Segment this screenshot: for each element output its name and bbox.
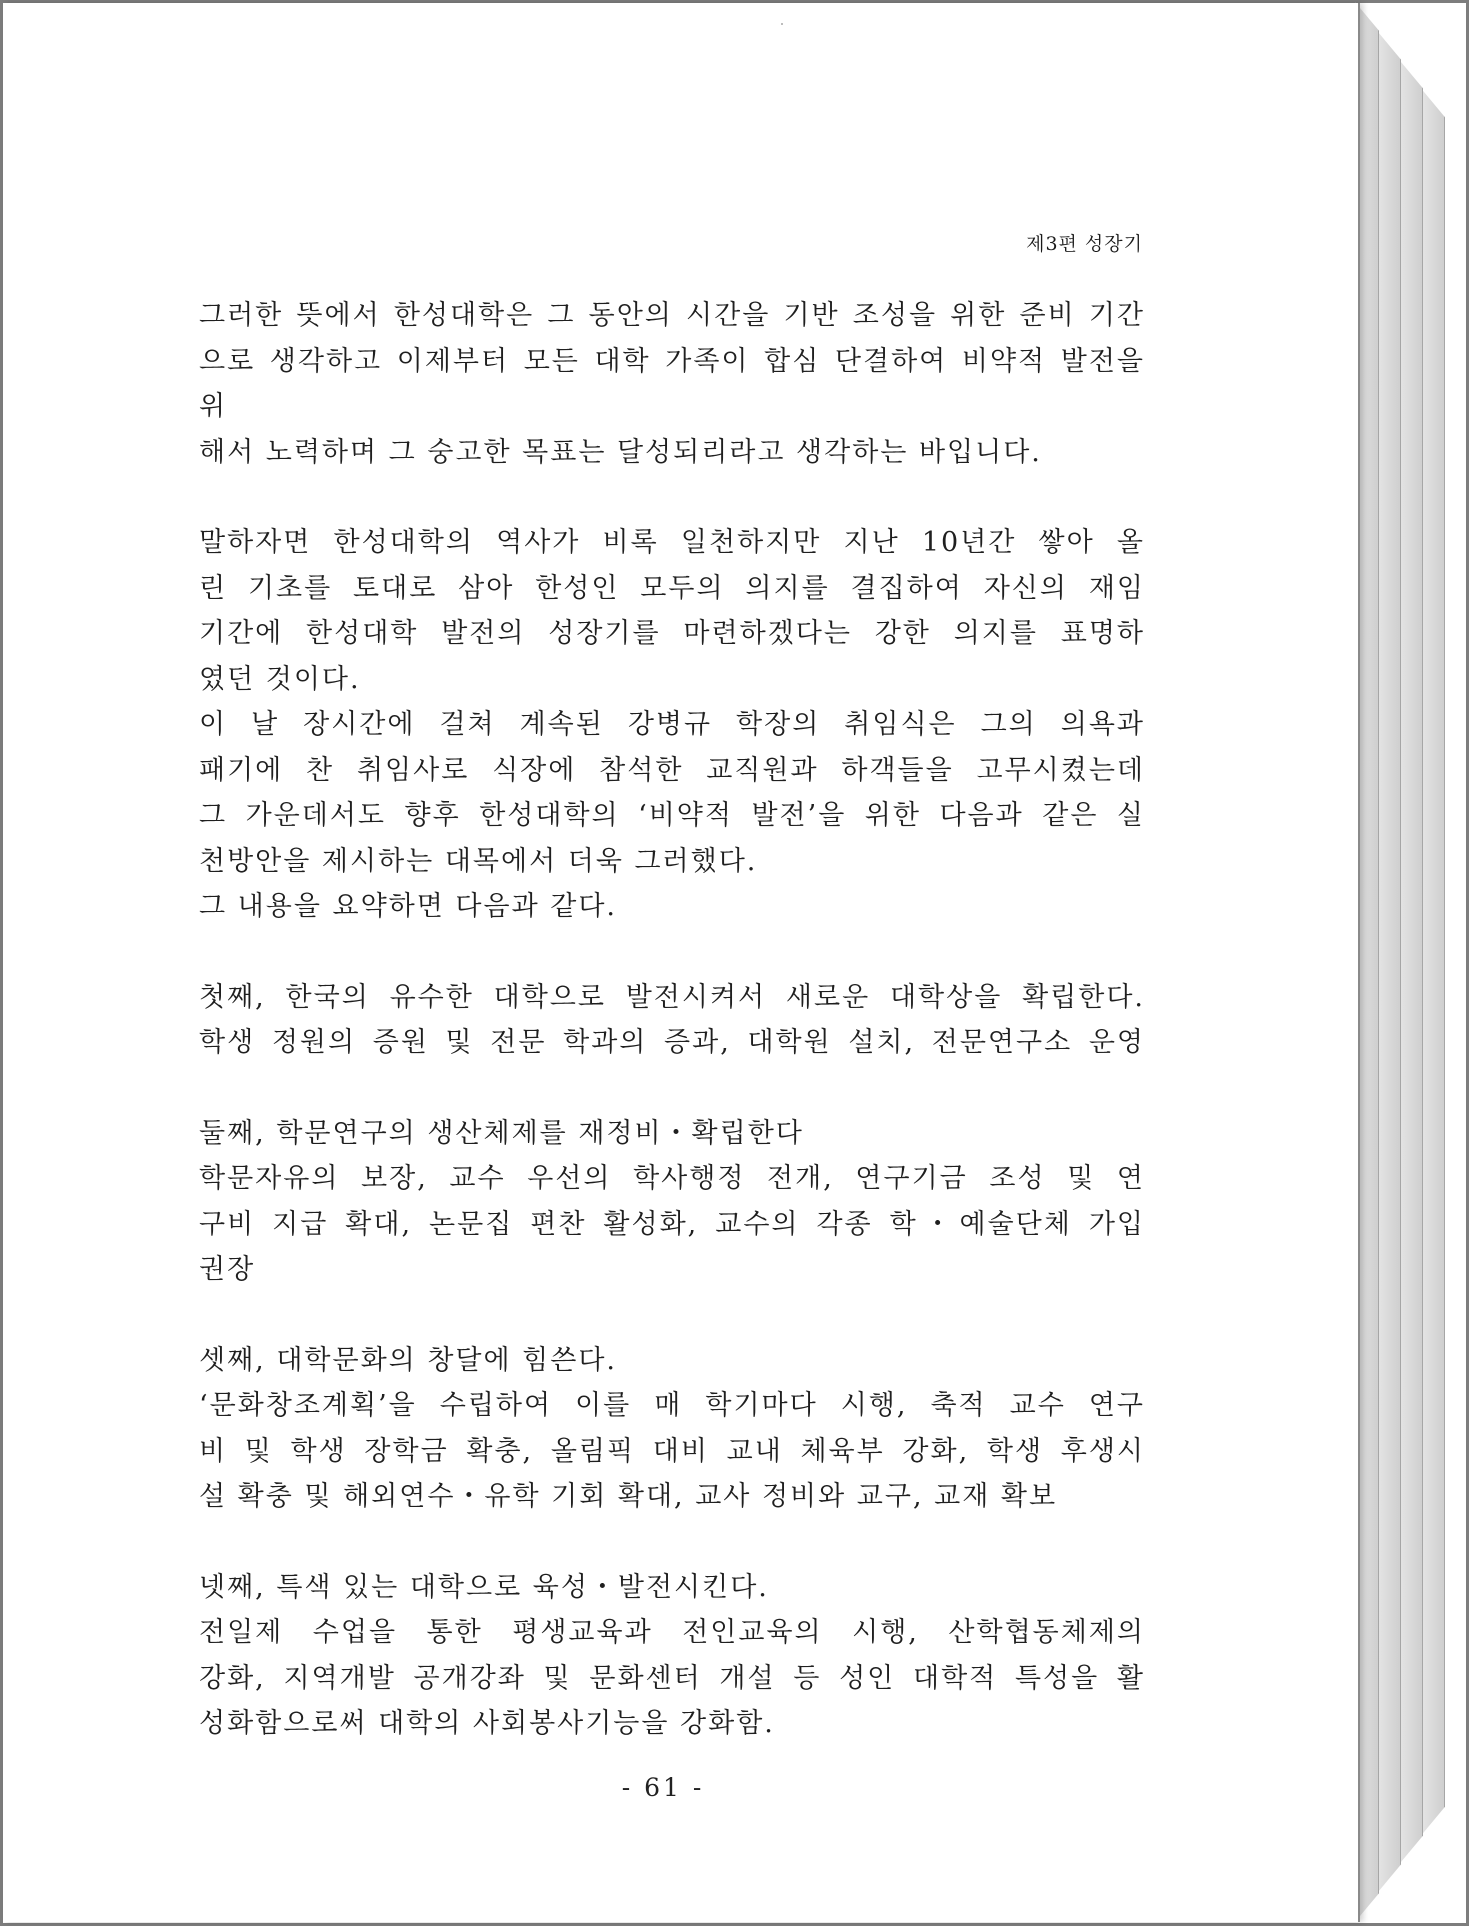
- text-line: 으로 생각하고 이제부터 모든 대학 가족이 합심 단결하여 비약적 발전을 위: [199, 345, 1145, 422]
- text-line: 린 기초를 토대로 삼아 한성인 모두의 의지를 결집하여 자신의 재임: [199, 572, 1145, 604]
- text-line: 기간에 한성대학 발전의 성장기를 마련하겠다는 강한 의지를 표명하: [199, 618, 1145, 649]
- text-line: 권장: [199, 1254, 256, 1285]
- scan-speck: [781, 23, 783, 25]
- text-line: 그 내용을 요약하면 다음과 같다.: [199, 891, 617, 922]
- text-line: 였던 것이다.: [199, 663, 361, 695]
- paragraph-gap: [199, 475, 1145, 520]
- paragraph-gap: [199, 1293, 1145, 1338]
- page-edge: [1421, 2, 1445, 1922]
- text-line: 해서 노력하며 그 숭고한 목표는 달성되리라고 생각하는 바입니다.: [199, 436, 1042, 468]
- text-line: 말하자면 한성대학의 역사가 비록 일천하지만 지난 10년간 쌓아 올: [199, 527, 1145, 558]
- running-header: 제3편 성장기: [1026, 233, 1143, 255]
- text-line: 셋째, 대학문화의 창달에 힘쓴다.: [199, 1344, 617, 1376]
- text-line: 전일제 수업을 통한 평생교육과 전인교육의 시행, 산학협동체제의: [199, 1617, 1145, 1648]
- text-line: 첫째, 한국의 유수한 대학으로 발전시켜서 새로운 대학상을 확립한다.: [199, 981, 1145, 1013]
- page-number: - 61 -: [621, 1773, 705, 1802]
- text-line: 구비 지급 확대, 논문집 편찬 활성화, 교수의 각종 학・예술단체 가입: [199, 1208, 1145, 1240]
- text-line: 둘째, 학문연구의 생산체제를 재정비・확립한다: [199, 1117, 804, 1149]
- text-line: 이 날 장시간에 걸쳐 계속된 강병규 학장의 취임식은 그의 의욕과: [199, 709, 1145, 740]
- text-line: 학문자유의 보장, 교수 우선의 학사행정 전개, 연구기금 조성 및 연: [199, 1163, 1145, 1194]
- page-edge: [1399, 2, 1423, 1922]
- text-line: ‘문화창조계획’을 수립하여 이를 매 학기마다 시행, 축적 교수 연구: [199, 1390, 1145, 1421]
- text-line: 강화, 지역개발 공개강좌 및 문화센터 개설 등 성인 대학적 특성을 활: [199, 1662, 1145, 1694]
- paragraph-gap: [199, 1066, 1145, 1111]
- text-line: 넷째, 특색 있는 대학으로 육성・발전시킨다.: [199, 1571, 769, 1603]
- text-line: 천방안을 제시하는 대목에서 더욱 그러했다.: [199, 845, 758, 877]
- text-line: 설 확충 및 해외연수・유학 기회 확대, 교사 정비와 교구, 교재 확보: [199, 1481, 1058, 1512]
- book-page: [3, 3, 1360, 1922]
- text-line: 패기에 찬 취임사로 식장에 참석한 교직원과 하객들을 고무시켰는데: [199, 754, 1145, 786]
- page-edge: [1377, 2, 1401, 1922]
- paragraph-gap: [199, 1520, 1145, 1565]
- text-line: 성화함으로써 대학의 사회봉사기능을 강화함.: [199, 1708, 775, 1739]
- body-text: [199, 293, 1145, 1747]
- text-line: 학생 정원의 증원 및 전문 학과의 증과, 대학원 설치, 전문연구소 운영: [199, 1027, 1145, 1058]
- text-line: 비 및 학생 장학금 확충, 올림픽 대비 교내 체육부 강화, 학생 후생시: [199, 1435, 1145, 1467]
- text-line: 그러한 뜻에서 한성대학은 그 동안의 시간을 기반 조성을 위한 준비 기간: [199, 300, 1145, 331]
- paragraph-gap: [199, 930, 1145, 975]
- page-stack-edges: [1355, 2, 1465, 1922]
- text-line: 그 가운데서도 향후 한성대학의 ‘비약적 발전’을 위한 다음과 같은 실: [199, 800, 1145, 831]
